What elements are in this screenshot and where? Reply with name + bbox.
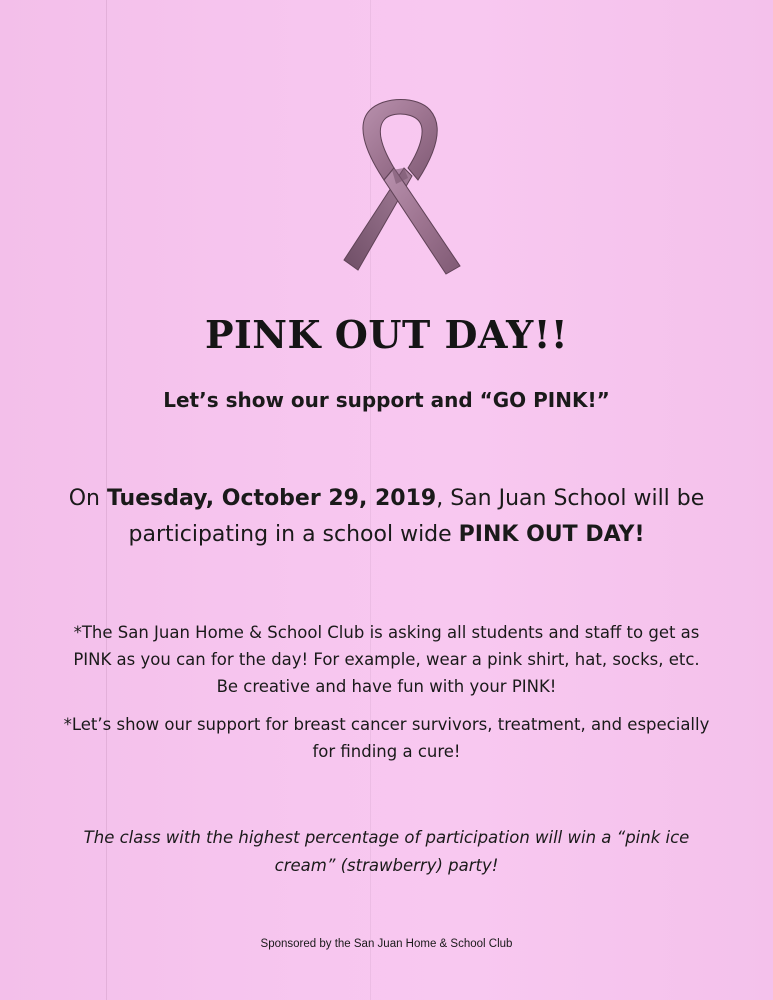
contest-paragraph: The class with the highest percentage of participation will win a “pink ice cream” (strawberry) party!: [83, 828, 690, 875]
event-announcement: [60, 481, 713, 553]
flyer-subtitle: Let’s show our support and “GO PINK!”: [163, 388, 610, 412]
flyer-title: PINK OUT DAY!!: [204, 312, 569, 357]
awareness-ribbon-icon: [326, 94, 472, 276]
sponsor-line: Sponsored by the San Juan Home & School Club: [260, 938, 513, 950]
event-date: Tuesday, October 29, 2019: [106, 486, 437, 511]
announcement-middle: , San Juan School will be participating in a school wide: [128, 486, 705, 547]
announcement-lead: On: [68, 486, 107, 511]
event-name: PINK OUT DAY!: [458, 522, 645, 547]
support-paragraph: *Let’s show our support for breast cancer survivors, treatment, and especially for finding a cure!: [63, 715, 710, 761]
club-paragraph: *The San Juan Home & School Club is asking all students and staff to get as PINK as you can for the day! For example, wear a pink shirt, hat, socks, etc. Be creative and have fun with your PINK!: [73, 623, 700, 696]
